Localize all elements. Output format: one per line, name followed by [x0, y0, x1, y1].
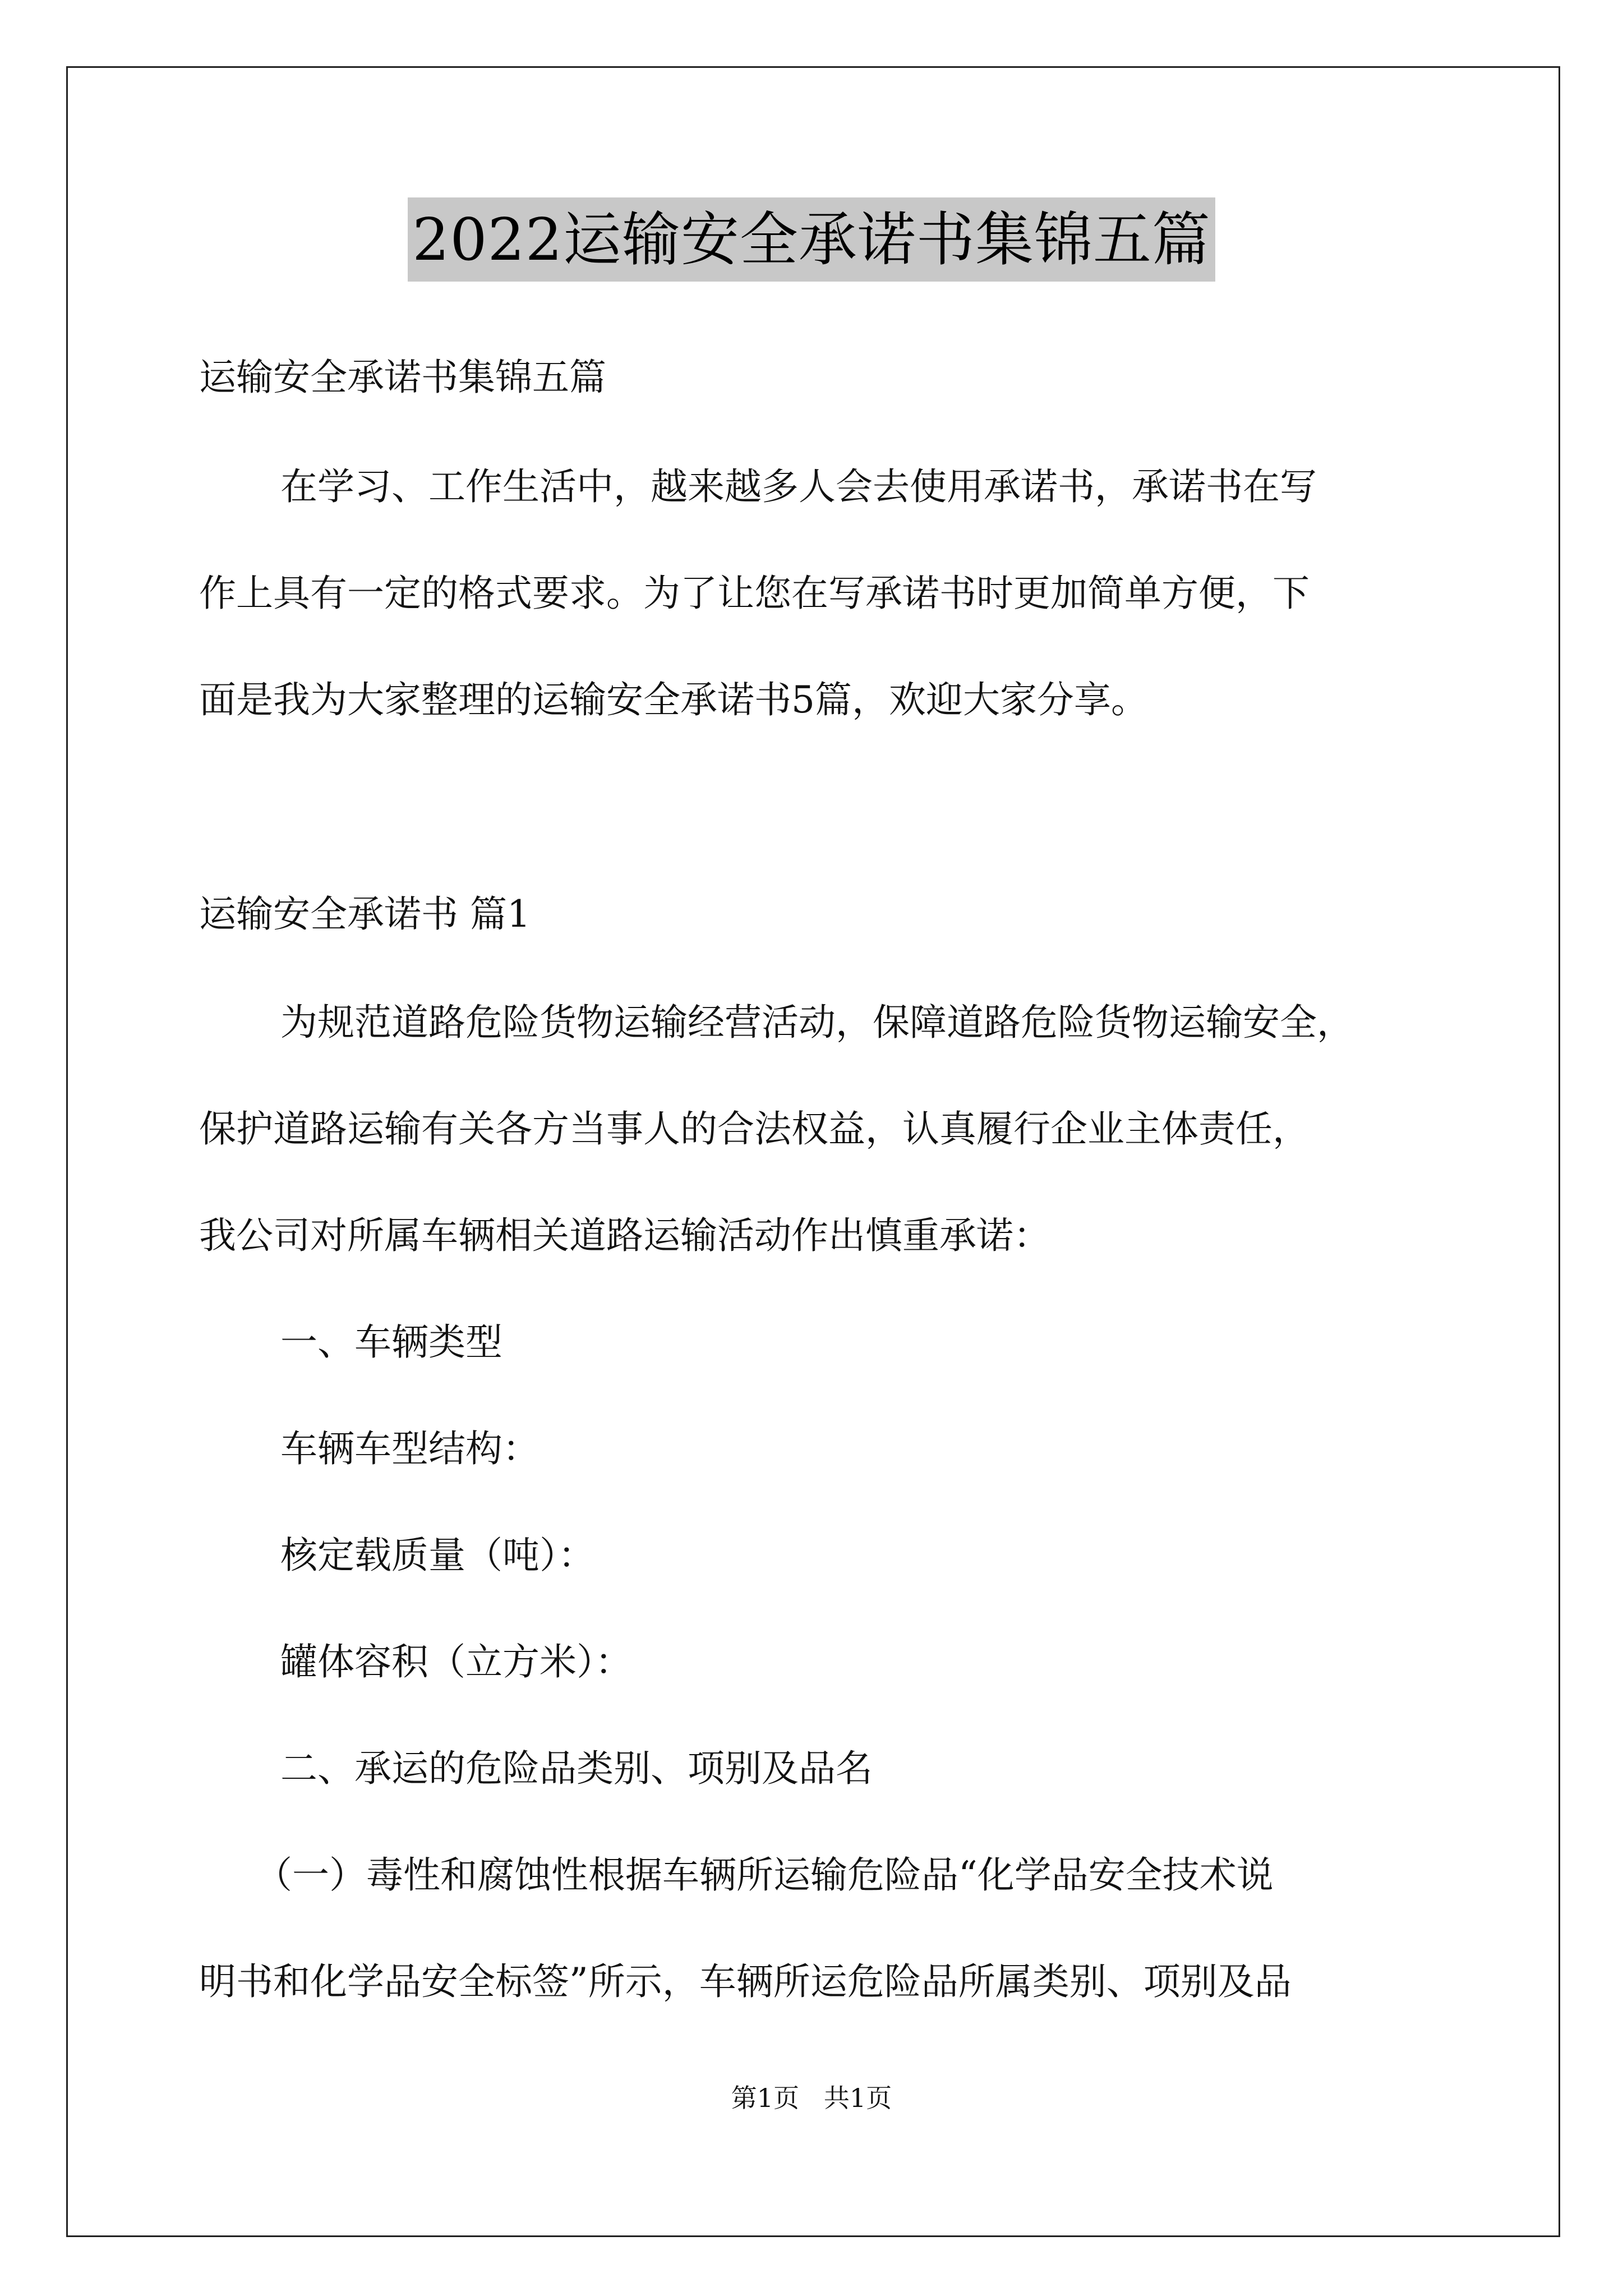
section-heading: 运输安全承诺书 篇1: [199, 892, 531, 936]
paragraph-line: 为规范道路危险货物运输经营活动，保障道路危险货物运输安全，: [280, 1001, 1354, 1044]
title-container: [0, 197, 1623, 282]
subtitle-line: 运输安全承诺书集锦五篇: [199, 356, 606, 399]
paragraph-line: 在学习、工作生活中，越来越多人会去使用承诺书，承诺书在写: [280, 465, 1317, 508]
paragraph-line: 保护道路运输有关各方当事人的合法权益，认真履行企业主体责任，: [199, 1107, 1310, 1151]
paragraph-line: 明书和化学品安全标签”所示，车辆所运危险品所属类别、项别及品: [199, 1960, 1292, 2003]
page-footer: 第1页 共1页: [731, 2083, 892, 2113]
list-heading: 二、承运的危险品类别、项别及品名: [280, 1747, 873, 1790]
paragraph-line: 作上具有一定的格式要求。为了让您在写承诺书时更加简单方便，下: [199, 572, 1310, 615]
paragraph-line: 我公司对所属车辆相关道路运输活动作出慎重承诺：: [199, 1214, 1050, 1257]
form-field-label: 罐体容积（立方米）：: [280, 1640, 632, 1683]
paragraph-line: （一）毒性和腐蚀性根据车辆所运输危险品“化学品安全技术说: [255, 1853, 1274, 1897]
form-field-label: 核定载质量（吨）：: [280, 1534, 595, 1577]
paragraph-line: 面是我为大家整理的运输安全承诺书5篇，欢迎大家分享。: [199, 678, 1148, 721]
document-title: 2022运输安全承诺书集锦五篇: [408, 197, 1215, 282]
list-heading: 一、车辆类型: [280, 1320, 502, 1364]
form-field-label: 车辆车型结构：: [280, 1427, 540, 1470]
